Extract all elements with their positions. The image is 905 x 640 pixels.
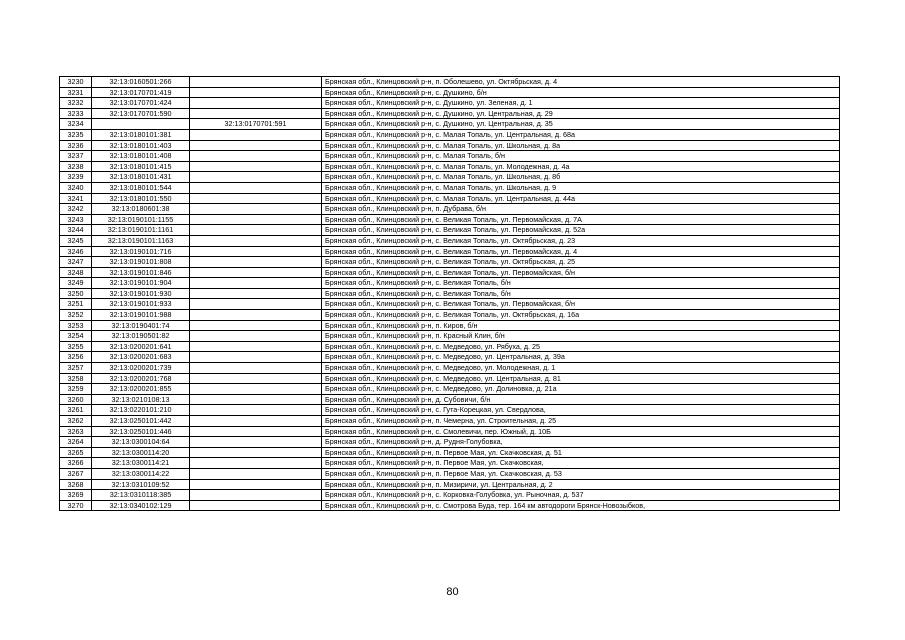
previous-number-cell — [190, 129, 322, 140]
table-row — [60, 151, 840, 162]
address-cell: Брянская обл., Клинцовский р-н, с. Великая Топаль, ул. Первомайская, д. 52а — [322, 225, 840, 236]
row-number-cell: 3246 — [60, 246, 92, 257]
row-number-cell: 3232 — [60, 98, 92, 109]
previous-number-cell — [190, 214, 322, 225]
table-row — [60, 98, 840, 109]
cadastral-number-cell: 32:13:0190101:716 — [92, 246, 190, 257]
address-cell: Брянская обл., Клинцовский р-н, с. Корковка-Голубовка, ул. Рыночная, д. 537 — [322, 490, 840, 501]
address-cell: Брянская обл., Клинцовский р-н, с. Великая Топаль, ул. Первомайская, д. 7А — [322, 214, 840, 225]
cadastral-number-cell: 32:13:0190101:988 — [92, 310, 190, 321]
table-row — [60, 87, 840, 98]
address-cell: Брянская обл., Клинцовский р-н, с. Душкино, б/н — [322, 87, 840, 98]
cadastral-number-cell: 32:13:0300104:64 — [92, 437, 190, 448]
address-cell: Брянская обл., Клинцовский р-н, с. Малая Топаль, ул. Школьная, д. 9 — [322, 182, 840, 193]
previous-number-cell — [190, 77, 322, 88]
address-cell: Брянская обл., Клинцовский р-н, с. Великая Топаль, ул. Первомайская, б/н — [322, 267, 840, 278]
cadastral-number-cell: 32:13:0200201:739 — [92, 363, 190, 374]
address-cell: Брянская обл., Клинцовский р-н, с. Великая Топаль, ул. Первомайская, д. 4 — [322, 246, 840, 257]
cadastral-number-cell: 32:13:0300114:21 — [92, 458, 190, 469]
row-number-cell: 3265 — [60, 447, 92, 458]
address-cell: Брянская обл., Клинцовский р-н, п. Оболешево, ул. Октябрьская, д. 4 — [322, 77, 840, 88]
address-cell: Брянская обл., Клинцовский р-н, с. Малая Топаль, ул. Центральная, д. 44а — [322, 193, 840, 204]
previous-number-cell — [190, 278, 322, 289]
previous-number-cell — [190, 416, 322, 427]
previous-number-cell — [190, 363, 322, 374]
row-number-cell: 3234 — [60, 119, 92, 130]
previous-number-cell — [190, 490, 322, 501]
table-row — [60, 225, 840, 236]
address-cell: Брянская обл., Клинцовский р-н, п. Первое Мая, ул. Скачковская, — [322, 458, 840, 469]
row-number-cell: 3266 — [60, 458, 92, 469]
table-row — [60, 193, 840, 204]
cadastral-number-cell: 32:13:0340102:129 — [92, 500, 190, 511]
previous-number-cell — [190, 500, 322, 511]
row-number-cell: 3233 — [60, 108, 92, 119]
row-number-cell: 3260 — [60, 394, 92, 405]
cadastral-number-cell: 32:13:0180601:38 — [92, 204, 190, 215]
table-row — [60, 384, 840, 395]
registry-table-body — [60, 77, 840, 511]
previous-number-cell — [190, 182, 322, 193]
previous-number-cell — [190, 257, 322, 268]
row-number-cell: 3245 — [60, 235, 92, 246]
row-number-cell: 3253 — [60, 320, 92, 331]
address-cell: Брянская обл., Клинцовский р-н, с. Душкино, ул. Зеленая, д. 1 — [322, 98, 840, 109]
row-number-cell: 3255 — [60, 341, 92, 352]
registry-table — [59, 76, 840, 511]
address-cell: Брянская обл., Клинцовский р-н, с. Великая Топаль, ул. Октябрьская, д. 23 — [322, 235, 840, 246]
table-row — [60, 363, 840, 374]
table-row — [60, 246, 840, 257]
table-row — [60, 426, 840, 437]
previous-number-cell — [190, 172, 322, 183]
cadastral-number-cell: 32:13:0310109:52 — [92, 479, 190, 490]
cadastral-number-cell: 32:13:0220101:210 — [92, 405, 190, 416]
address-cell: Брянская обл., Клинцовский р-н, с. Смолевичи, пер. Южный, д. 10Б — [322, 426, 840, 437]
cadastral-number-cell: 32:13:0310118:385 — [92, 490, 190, 501]
cadastral-number-cell: 32:13:0190101:1161 — [92, 225, 190, 236]
previous-number-cell — [190, 405, 322, 416]
row-number-cell: 3268 — [60, 479, 92, 490]
row-number-cell: 3259 — [60, 384, 92, 395]
row-number-cell: 3254 — [60, 331, 92, 342]
cadastral-number-cell: 32:13:0190101:933 — [92, 299, 190, 310]
row-number-cell: 3270 — [60, 500, 92, 511]
cadastral-number-cell: 32:13:0180101:544 — [92, 182, 190, 193]
address-cell: Брянская обл., Клинцовский р-н, с. Великая Топаль, ул. Октябрьская, д. 16а — [322, 310, 840, 321]
address-cell: Брянская обл., Клинцовский р-н, п. Киров, б/н — [322, 320, 840, 331]
row-number-cell: 3231 — [60, 87, 92, 98]
cadastral-number-cell: 32:13:0190101:904 — [92, 278, 190, 289]
table-row — [60, 267, 840, 278]
row-number-cell: 3238 — [60, 161, 92, 172]
previous-number-cell — [190, 373, 322, 384]
row-number-cell: 3236 — [60, 140, 92, 151]
row-number-cell: 3250 — [60, 288, 92, 299]
cadastral-number-cell: 32:13:0200201:683 — [92, 352, 190, 363]
row-number-cell: 3256 — [60, 352, 92, 363]
address-cell: Брянская обл., Клинцовский р-н, с. Душкино, ул. Центральная, д. 29 — [322, 108, 840, 119]
address-cell: Брянская обл., Клинцовский р-н, с. Малая Топаль, б/н — [322, 151, 840, 162]
address-cell: Брянская обл., Клинцовский р-н, с. Малая Топаль, ул. Центральная, д. 68а — [322, 129, 840, 140]
previous-number-cell — [190, 458, 322, 469]
previous-number-cell — [190, 352, 322, 363]
table-row — [60, 140, 840, 151]
previous-number-cell — [190, 447, 322, 458]
cadastral-number-cell: 32:13:0180101:381 — [92, 129, 190, 140]
row-number-cell: 3247 — [60, 257, 92, 268]
cadastral-number-cell: 32:13:0300114:22 — [92, 468, 190, 479]
address-cell: Брянская обл., Клинцовский р-н, с. Медведово, ул. Долиновка, д. 21а — [322, 384, 840, 395]
previous-number-cell — [190, 204, 322, 215]
table-row — [60, 341, 840, 352]
cadastral-number-cell: 32:13:0180101:403 — [92, 140, 190, 151]
cadastral-number-cell: 32:13:0180101:408 — [92, 151, 190, 162]
table-row — [60, 278, 840, 289]
cadastral-number-cell: 32:13:0190501:82 — [92, 331, 190, 342]
previous-number-cell — [190, 468, 322, 479]
table-row — [60, 310, 840, 321]
row-number-cell: 3258 — [60, 373, 92, 384]
table-row — [60, 331, 840, 342]
address-cell: Брянская обл., Клинцовский р-н, с. Великая Топаль, б/н — [322, 288, 840, 299]
cadastral-number-cell: 32:13:0250101:442 — [92, 416, 190, 427]
previous-number-cell — [190, 246, 322, 257]
previous-number-cell — [190, 331, 322, 342]
table-row — [60, 161, 840, 172]
address-cell: Брянская обл., Клинцовский р-н, п. Первое Мая, ул. Скачковская, д. 53 — [322, 468, 840, 479]
previous-number-cell — [190, 426, 322, 437]
address-cell: Брянская обл., Клинцовский р-н, с. Гута-Корецкая, ул. Свердлова, — [322, 405, 840, 416]
table-row — [60, 299, 840, 310]
previous-number-cell — [190, 235, 322, 246]
address-cell: Брянская обл., Клинцовский р-н, с. Медведово, ул. Центральная, д. 39а — [322, 352, 840, 363]
table-row — [60, 182, 840, 193]
row-number-cell: 3261 — [60, 405, 92, 416]
cadastral-number-cell: 32:13:0190101:846 — [92, 267, 190, 278]
address-cell: Брянская обл., Клинцовский р-н, д. Субовичи, б/н — [322, 394, 840, 405]
address-cell: Брянская обл., Клинцовский р-н, с. Медведово, ул. Центральная, д. 81 — [322, 373, 840, 384]
table-row — [60, 119, 840, 130]
row-number-cell: 3252 — [60, 310, 92, 321]
address-cell: Брянская обл., Клинцовский р-н, с. Медведово, ул. Рябуха, д. 25 — [322, 341, 840, 352]
row-number-cell: 3264 — [60, 437, 92, 448]
address-cell: Брянская обл., Клинцовский р-н, п. Красный Клин, б/н — [322, 331, 840, 342]
cadastral-number-cell: 32:13:0190101:808 — [92, 257, 190, 268]
previous-number-cell — [190, 288, 322, 299]
table-row — [60, 352, 840, 363]
cadastral-number-cell: 32:13:0200201:641 — [92, 341, 190, 352]
address-cell: Брянская обл., Клинцовский р-н, с. Душкино, ул. Центральная, д. 35 — [322, 119, 840, 130]
row-number-cell: 3257 — [60, 363, 92, 374]
previous-number-cell — [190, 140, 322, 151]
previous-number-cell — [190, 394, 322, 405]
row-number-cell: 3249 — [60, 278, 92, 289]
page-number: 80 — [446, 586, 459, 598]
cadastral-number-cell: 32:13:0210108:13 — [92, 394, 190, 405]
address-cell: Брянская обл., Клинцовский р-н, п. Чемерна, ул. Строительная, д. 25 — [322, 416, 840, 427]
table-row — [60, 373, 840, 384]
cadastral-number-cell: 32:13:0170701:424 — [92, 98, 190, 109]
cadastral-number-cell: 32:13:0180101:431 — [92, 172, 190, 183]
table-row — [60, 172, 840, 183]
row-number-cell: 3237 — [60, 151, 92, 162]
cadastral-number-cell: 32:13:0190101:930 — [92, 288, 190, 299]
previous-number-cell — [190, 341, 322, 352]
table-row — [60, 468, 840, 479]
address-cell: Брянская обл., Клинцовский р-н, с. Великая Топаль, ул. Первомайская, б/н — [322, 299, 840, 310]
address-cell: Брянская обл., Клинцовский р-н, с. Малая Топаль, ул. Школьная, д. 8а — [322, 140, 840, 151]
table-row — [60, 479, 840, 490]
cadastral-number-cell — [92, 119, 190, 130]
row-number-cell: 3241 — [60, 193, 92, 204]
previous-number-cell — [190, 108, 322, 119]
table-row — [60, 490, 840, 501]
row-number-cell: 3230 — [60, 77, 92, 88]
cadastral-number-cell: 32:13:0170701:419 — [92, 87, 190, 98]
row-number-cell: 3242 — [60, 204, 92, 215]
row-number-cell: 3244 — [60, 225, 92, 236]
cadastral-number-cell: 32:13:0180101:550 — [92, 193, 190, 204]
previous-number-cell — [190, 299, 322, 310]
previous-number-cell — [190, 384, 322, 395]
address-cell: Брянская обл., Клинцовский р-н, с. Великая Топаль, ул. Октябрьская, д. 25 — [322, 257, 840, 268]
table-row — [60, 405, 840, 416]
previous-number-cell — [190, 225, 322, 236]
previous-number-cell — [190, 479, 322, 490]
previous-number-cell: 32:13:0170701:591 — [190, 119, 322, 130]
cadastral-number-cell: 32:13:0160501:266 — [92, 77, 190, 88]
cadastral-number-cell: 32:13:0180101:415 — [92, 161, 190, 172]
table-row — [60, 108, 840, 119]
table-row — [60, 394, 840, 405]
table-row — [60, 447, 840, 458]
address-cell: Брянская обл., Клинцовский р-н, с. Медведово, ул. Молодежная, д. 1 — [322, 363, 840, 374]
table-row — [60, 288, 840, 299]
cadastral-number-cell: 32:13:0170701:590 — [92, 108, 190, 119]
table-row — [60, 458, 840, 469]
table-row — [60, 416, 840, 427]
table-row — [60, 257, 840, 268]
previous-number-cell — [190, 193, 322, 204]
cadastral-number-cell: 32:13:0300114:20 — [92, 447, 190, 458]
previous-number-cell — [190, 161, 322, 172]
previous-number-cell — [190, 437, 322, 448]
row-number-cell: 3263 — [60, 426, 92, 437]
address-cell: Брянская обл., Клинцовский р-н, с. Смотрова Буда, тер. 164 км автодороги Брянск-Новозыбков, — [322, 500, 840, 511]
table-row — [60, 235, 840, 246]
table-row — [60, 320, 840, 331]
row-number-cell: 3267 — [60, 468, 92, 479]
previous-number-cell — [190, 267, 322, 278]
address-cell: Брянская обл., Клинцовский р-н, с. Малая Топаль, ул. Молодежная, д. 4а — [322, 161, 840, 172]
previous-number-cell — [190, 151, 322, 162]
cadastral-number-cell: 32:13:0200201:855 — [92, 384, 190, 395]
previous-number-cell — [190, 98, 322, 109]
cadastral-number-cell: 32:13:0250101:446 — [92, 426, 190, 437]
address-cell: Брянская обл., Клинцовский р-н, с. Великая Топаль, б/н — [322, 278, 840, 289]
address-cell: Брянская обл., Клинцовский р-н, с. Малая Топаль, ул. Школьная, д. 8б — [322, 172, 840, 183]
row-number-cell: 3248 — [60, 267, 92, 278]
row-number-cell: 3235 — [60, 129, 92, 140]
cadastral-number-cell: 32:13:0190101:1163 — [92, 235, 190, 246]
previous-number-cell — [190, 320, 322, 331]
cadastral-number-cell: 32:13:0190401:74 — [92, 320, 190, 331]
row-number-cell: 3240 — [60, 182, 92, 193]
address-cell: Брянская обл., Клинцовский р-н, д. Рудня-Голубовка, — [322, 437, 840, 448]
address-cell: Брянская обл., Клинцовский р-н, п. Мизиричи, ул. Центральная, д. 2 — [322, 479, 840, 490]
previous-number-cell — [190, 310, 322, 321]
row-number-cell: 3269 — [60, 490, 92, 501]
row-number-cell: 3239 — [60, 172, 92, 183]
cadastral-number-cell: 32:13:0200201:768 — [92, 373, 190, 384]
row-number-cell: 3243 — [60, 214, 92, 225]
table-row — [60, 129, 840, 140]
row-number-cell: 3262 — [60, 416, 92, 427]
cadastral-number-cell: 32:13:0190101:1155 — [92, 214, 190, 225]
address-cell: Брянская обл., Клинцовский р-н, п. Дубрава, б/н — [322, 204, 840, 215]
table-row — [60, 204, 840, 215]
address-cell: Брянская обл., Клинцовский р-н, п. Первое Мая, ул. Скачковская, д. 51 — [322, 447, 840, 458]
previous-number-cell — [190, 87, 322, 98]
table-row — [60, 214, 840, 225]
table-row — [60, 77, 840, 88]
table-row — [60, 437, 840, 448]
table-row — [60, 500, 840, 511]
row-number-cell: 3251 — [60, 299, 92, 310]
